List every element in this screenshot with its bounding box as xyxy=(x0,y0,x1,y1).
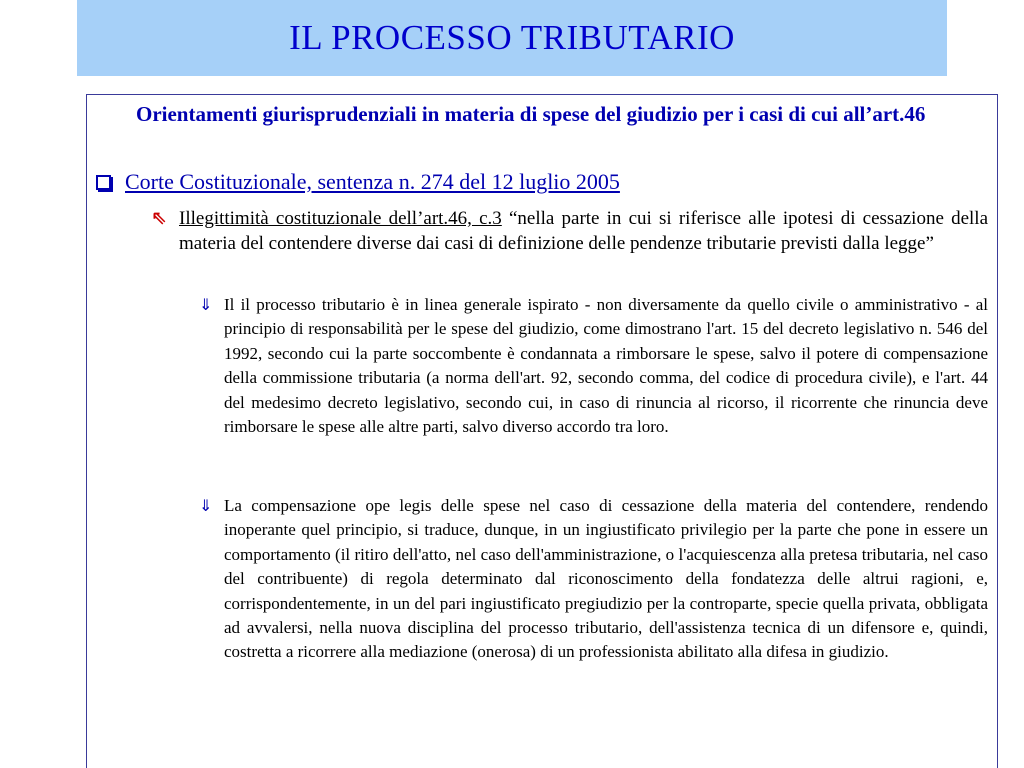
section-heading: Orientamenti giurisprudenziali in materia di spese del giudizio per i casi di cui all’art.46 xyxy=(136,102,926,126)
arrow-down-icon: ⇓ xyxy=(199,295,213,314)
bullet-level1 xyxy=(96,168,996,196)
bullet-level3-text: La compensazione ope legis delle spese nel caso di cessazione della materia del contendere, rendendo inoperante quel principio, si traduce, dunque, in un ingiustificato privilegio per la parte che pone in essere un comportamento (il ritiro dell'atto, nel caso dell'amministrazione, o l'acquiescenza alla pretesa tributaria, nel caso del contribuente) di regola determinato dal riconoscimento della fondatezza delle altrui ragioni, e, corrispondentemente, in un del pari ingiustificato pregiudizio per la controparte, specie quella privata, obbligata ad avvalersi, nella nuova disciplina del processo tributario, dell'assistenza tecnica di un difensore e, quindi, costretta a ricorrere alla mediazione (onerosa) di un professionista abilitato alla difesa in giudizio. xyxy=(224,496,988,662)
bullet-level3-text: Il il processo tributario è in linea generale ispirato - non diversamente da quello civile o amministrativo - al principio di responsabilità per le spese del giudizio, come dimostrano l'art. 15 del decreto legislativo n. 546 del 1992, secondo cui la parte soccombente è condannata a rimborsare le spese, salvo il potere di compensazione della commissione tributaria (a norma dell'art. 92, secondo comma, del codice di procedura civile), e l'art. 44 del medesimo decreto legislativo, secondo cui, in caso di rinuncia al ricorso, il ricorrente che rinuncia deve rimborsare le spese alle altre parti, salvo diverso accordo tra loro. xyxy=(224,295,988,437)
title-band xyxy=(77,0,947,76)
bullet-level2-text: “nella parte in cui si riferisce alle ipotesi di cessazione della materia del contendere diverse dai casi di definizione delle pendenze tributarie previsti dalla legge” xyxy=(179,208,988,254)
bullet-level2 xyxy=(151,206,988,256)
bullet-level2-underlined: Illegittimità costituzionale dell’art.46, c.3 xyxy=(179,208,502,229)
bullet-level3-2 xyxy=(199,494,988,665)
bullet-level1-text: Corte Costituzionale, sentenza n. 274 del 12 luglio 2005 xyxy=(125,169,620,194)
arrow-upleft-icon: ⇖ xyxy=(151,207,167,229)
bullet-level3-1 xyxy=(199,293,988,439)
bullet-level2-body xyxy=(179,206,988,256)
arrow-down-icon: ⇓ xyxy=(199,496,213,515)
square-bullet-icon xyxy=(96,175,111,190)
slide-title: IL PROCESSO TRIBUTARIO xyxy=(289,18,735,57)
